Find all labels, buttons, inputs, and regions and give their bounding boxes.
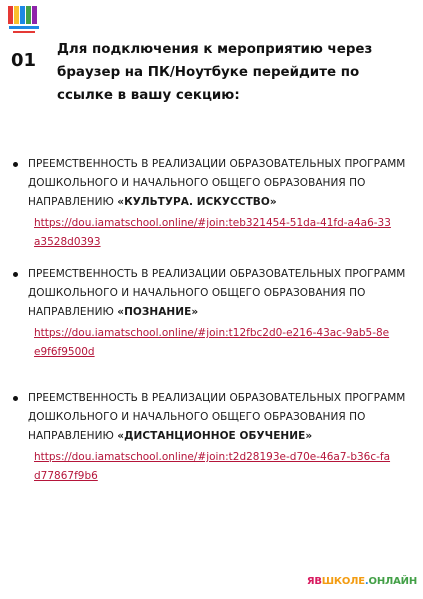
- section-link[interactable]: https://dou.iamatschool.online/#join:t2d28193e-d70e-46a7-b36c-fad77867f9b6: [34, 451, 391, 482]
- intro-text: Для подключения к мероприятию через браузер на ПК/Ноутбуке перейдите по ссылке в вашу секцию:: [57, 42, 373, 103]
- list-item: [28, 155, 420, 252]
- bullet-dot-icon: [13, 162, 18, 167]
- section-description: ПРЕЕМСТВЕННОСТЬ В РЕАЛИЗАЦИИ ОБРАЗОВАТЕЛЬНЫХ ПРОГРАММ ДОШКОЛЬНОГО И НАЧАЛЬНОГО ОБЩЕГО ОБРАЗОВАНИЯ ПО НАПРАВЛЕНИЮ «ДИСТАНЦИОННОЕ ОБУЧЕНИЕ»: [28, 392, 406, 442]
- brand-logo: ЯВШКОЛЕ.ОНЛАЙН: [306, 576, 417, 587]
- section-description: ПРЕЕМСТВЕННОСТЬ В РЕАЛИЗАЦИИ ОБРАЗОВАТЕЛЬНЫХ ПРОГРАММ ДОШКОЛЬНОГО И НАЧАЛЬНОГО ОБЩЕГО ОБРАЗОВАНИЯ ПО НАПРАВЛЕНИЮ «ПОЗНАНИЕ»: [28, 268, 406, 318]
- bullet-dot-icon: [13, 396, 18, 401]
- section-direction: «ДИСТАНЦИОННОЕ ОБУЧЕНИЕ»: [117, 430, 313, 442]
- step-number: 01: [11, 50, 37, 71]
- section-direction: «ПОЗНАНИЕ»: [117, 306, 199, 318]
- section-link[interactable]: https://dou.iamatschool.online/#join:teb321454-51da-41fd-a4a6-33a3528d0393: [34, 217, 391, 248]
- section-link[interactable]: https://dou.iamatschool.online/#join:t12fbc2d0-e216-43ac-9ab5-8ee9f6f9500d: [34, 327, 390, 358]
- bullet-dot-icon: [13, 272, 18, 277]
- list-item: [28, 389, 420, 486]
- section-description: ПРЕЕМСТВЕННОСТЬ В РЕАЛИЗАЦИИ ОБРАЗОВАТЕЛЬНЫХ ПРОГРАММ ДОШКОЛЬНОГО И НАЧАЛЬНОГО ОБЩЕГО ОБРАЗОВАНИЯ ПО НАПРАВЛЕНИЮ «КУЛЬТУРА. ИСКУССТВО»: [28, 158, 406, 208]
- section-direction: «КУЛЬТУРА. ИСКУССТВО»: [117, 196, 277, 208]
- list-item: [28, 265, 420, 362]
- school-logo-icon: [7, 4, 43, 36]
